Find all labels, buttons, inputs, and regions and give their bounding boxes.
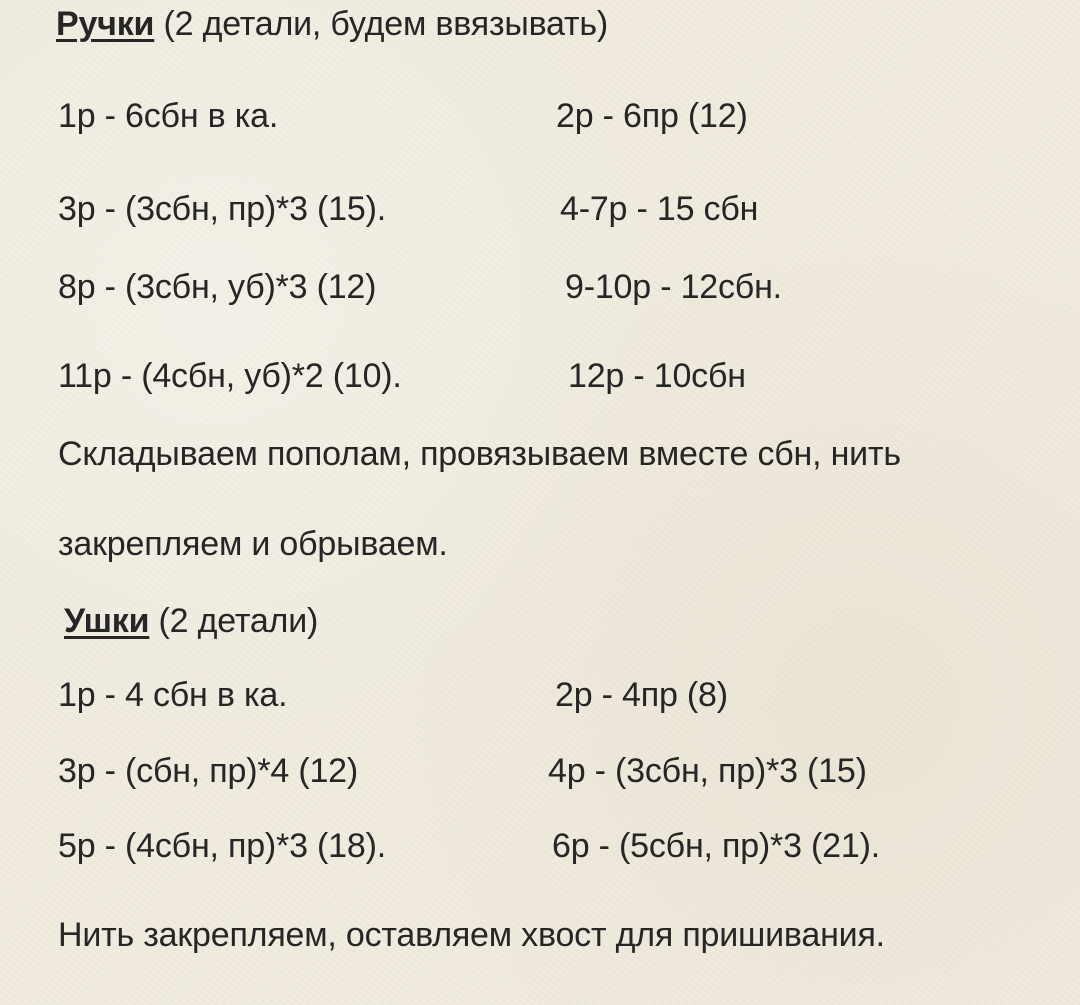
ears-row-2-left: 3р - (сбн, пр)*4 (12): [58, 752, 358, 790]
ears-row-1-right: 2р - 4пр (8): [555, 676, 728, 714]
handles-header: [56, 4, 608, 44]
handles-row-1-right: 2р - 6пр (12): [556, 97, 748, 135]
handles-row-2-left: 3р - (3сбн, пр)*3 (15).: [58, 190, 386, 228]
handles-row-1-left: 1р - 6сбн в ка.: [58, 97, 279, 135]
handles-note-line-2: закрепляем и обрываем.: [58, 525, 448, 563]
ears-row-3-right: 6р - (5сбн, пр)*3 (21).: [552, 827, 880, 865]
handles-row-4-left: 11р - (4сбн, уб)*2 (10).: [58, 357, 402, 395]
handles-note-line-1: Складываем пополам, провязываем вместе сбн, нить: [58, 435, 901, 473]
ears-note: Нить закрепляем, оставляем хвост для пришивания.: [58, 916, 885, 954]
ears-subtitle: (2 детали): [149, 602, 319, 640]
handles-title: Ручки: [56, 5, 155, 43]
ears-title: Ушки: [64, 602, 150, 640]
ears-row-1-left: 1р - 4 сбн в ка.: [58, 676, 288, 714]
handles-row-2-right: 4-7р - 15 сбн: [560, 190, 759, 228]
handles-row-4-right: 12р - 10сбн: [568, 357, 746, 395]
handles-row-3-right: 9-10р - 12сбн.: [565, 268, 782, 306]
handles-row-3-left: 8р - (3сбн, уб)*3 (12): [58, 268, 377, 306]
handles-subtitle: (2 детали, будем ввязывать): [154, 5, 609, 43]
ears-header: [64, 601, 318, 641]
ears-row-2-right: 4р - (3сбн, пр)*3 (15): [548, 752, 867, 790]
ears-row-3-left: 5р - (4сбн, пр)*3 (18).: [58, 827, 386, 865]
